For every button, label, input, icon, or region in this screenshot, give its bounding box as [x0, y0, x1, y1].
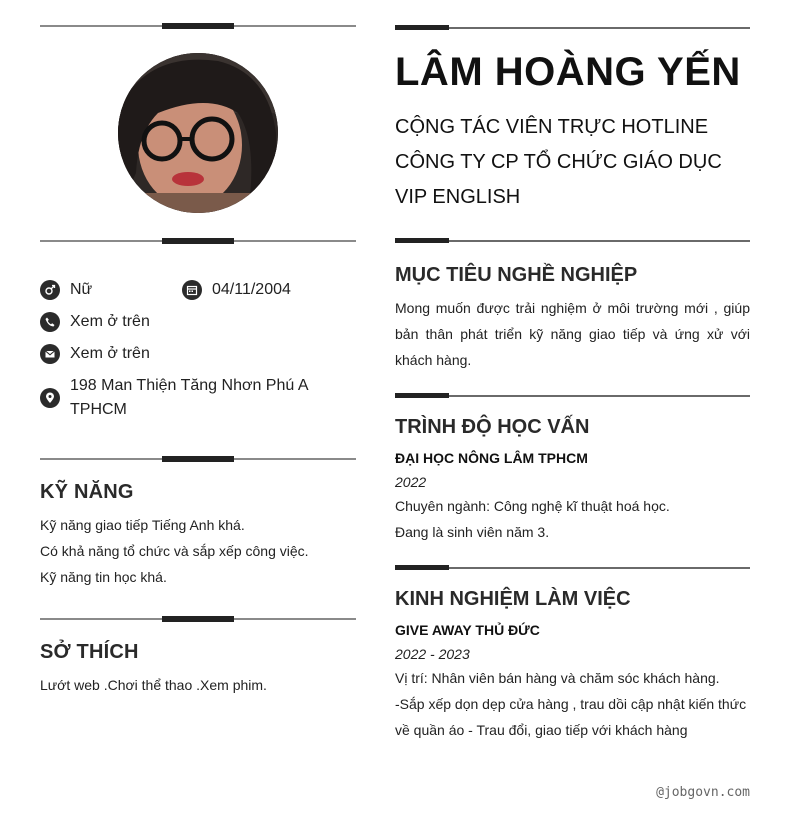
objective-text: Mong muốn được trải nghiệm ở môi trường mới , giúp bản thân phát triển kỹ năng giao tiếp và ứng xử với khách hàng.	[395, 300, 750, 368]
education-title: TRÌNH ĐỘ HỌC VẤN	[395, 416, 590, 438]
email-value: Xem ở trên	[70, 345, 150, 362]
divider	[40, 615, 356, 623]
job-title: CỘNG TÁC VIÊN TRỰC HOTLINE CÔNG TY CP TỔ CHỨC GIÁO DỤC VIP ENGLISH	[395, 116, 722, 208]
divider	[395, 25, 750, 31]
divider	[40, 237, 356, 245]
birthday-value: 04/11/2004	[212, 281, 291, 298]
experience-title: KINH NGHIỆM LÀM VIỆC	[395, 588, 631, 610]
skill-item: Kỹ năng giao tiếp Tiếng Anh khá.	[40, 517, 245, 533]
email-row	[40, 342, 150, 366]
hobbies-text: Lướt web .Chơi thể thao .Xem phim.	[40, 677, 267, 693]
skills-list	[40, 512, 356, 590]
experience-line: -Sắp xếp dọn dẹp cửa hàng , trau dồi cập nhật kiến thức về quần áo - Trau đổi, giao tiếp với khách hàng	[395, 696, 747, 738]
calendar-icon	[182, 280, 202, 300]
avatar-portrait	[118, 53, 278, 213]
phone-row	[40, 310, 150, 334]
gender-value: Nữ	[70, 281, 93, 298]
education-details	[395, 493, 750, 545]
experience-company: GIVE AWAY THỦ ĐỨC	[395, 622, 540, 638]
divider	[395, 565, 750, 571]
divider	[395, 238, 750, 244]
divider	[40, 22, 356, 30]
envelope-icon	[40, 344, 60, 364]
hobbies-title: SỞ THÍCH	[40, 641, 139, 663]
phone-icon	[40, 312, 60, 332]
skill-item: Kỹ năng tin học khá.	[40, 569, 167, 585]
avatar	[118, 53, 278, 213]
divider	[395, 393, 750, 399]
watermark: @jobgovn.com	[656, 785, 750, 800]
education-year: 2022	[395, 474, 427, 490]
location-pin-icon	[40, 388, 60, 408]
gender-row	[40, 278, 92, 302]
gender-icon	[40, 280, 60, 300]
education-school: ĐẠI HỌC NÔNG LÂM TPHCM	[395, 450, 588, 466]
education-line: Chuyên ngành: Công nghệ kĩ thuật hoá học.	[395, 498, 670, 514]
objective-title: MỤC TIÊU NGHỀ NGHIỆP	[395, 264, 638, 286]
address-row	[40, 374, 320, 422]
phone-value: Xem ở trên	[70, 313, 150, 330]
divider	[40, 455, 356, 463]
skill-item: Có khả năng tổ chức và sắp xếp công việc.	[40, 543, 309, 559]
address-value: 198 Man Thiện Tăng Nhơn Phú A TPHCM	[70, 377, 308, 418]
skills-title: KỸ NĂNG	[40, 481, 134, 503]
candidate-name: LÂM HOÀNG YẾN	[395, 50, 741, 94]
experience-details	[395, 665, 750, 743]
experience-period: 2022 - 2023	[395, 646, 470, 662]
education-line: Đang là sinh viên năm 3.	[395, 524, 550, 540]
experience-line: Vị trí: Nhân viên bán hàng và chăm sóc khách hàng.	[395, 670, 720, 686]
birthday-row	[182, 278, 291, 302]
